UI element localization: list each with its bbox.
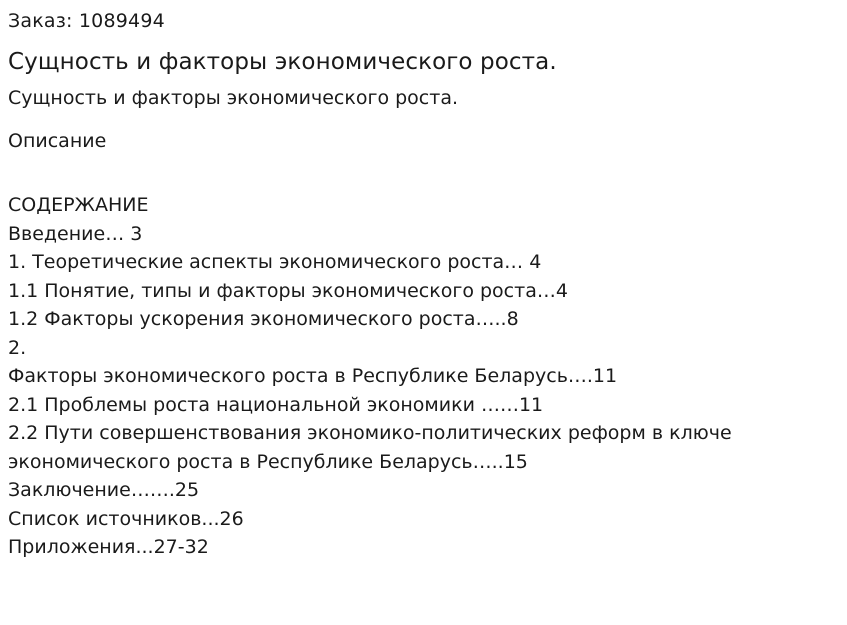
toc-line: Список источников...26 (8, 507, 244, 530)
page-subtitle: Сущность и факторы экономического роста. (8, 87, 458, 109)
toc-line: Факторы экономического роста в Республике Беларусь….11 (8, 365, 618, 387)
toc-line: 1.2 Факторы ускорения экономического роста…..8 (8, 308, 519, 330)
toc-line: экономического роста в Республике Беларусь…..15 (8, 450, 528, 473)
toc-line: Введение… 3 (8, 222, 143, 245)
toc-line: Приложения...27-32 (8, 536, 209, 558)
toc-line: 1. Теоретические аспекты экономического роста… 4 (8, 251, 542, 273)
toc-line: Заключение…….25 (8, 479, 200, 501)
toc-line: 2.2 Пути совершенствования экономико-политических реформ в ключе (8, 422, 732, 444)
toc-line: 2. (8, 336, 27, 359)
toc-heading: СОДЕРЖАНИЕ (8, 194, 149, 216)
toc-line: 2.1 Проблемы роста национальной экономики ……11 (8, 393, 544, 416)
page-title: Сущность и факторы экономического роста. (8, 49, 557, 75)
table-of-contents (8, 191, 839, 562)
description-heading: Описание (8, 130, 107, 152)
toc-line: 1.1 Понятие, типы и факторы экономического роста…4 (8, 279, 568, 302)
order-number: Заказ: 1089494 (8, 10, 165, 32)
